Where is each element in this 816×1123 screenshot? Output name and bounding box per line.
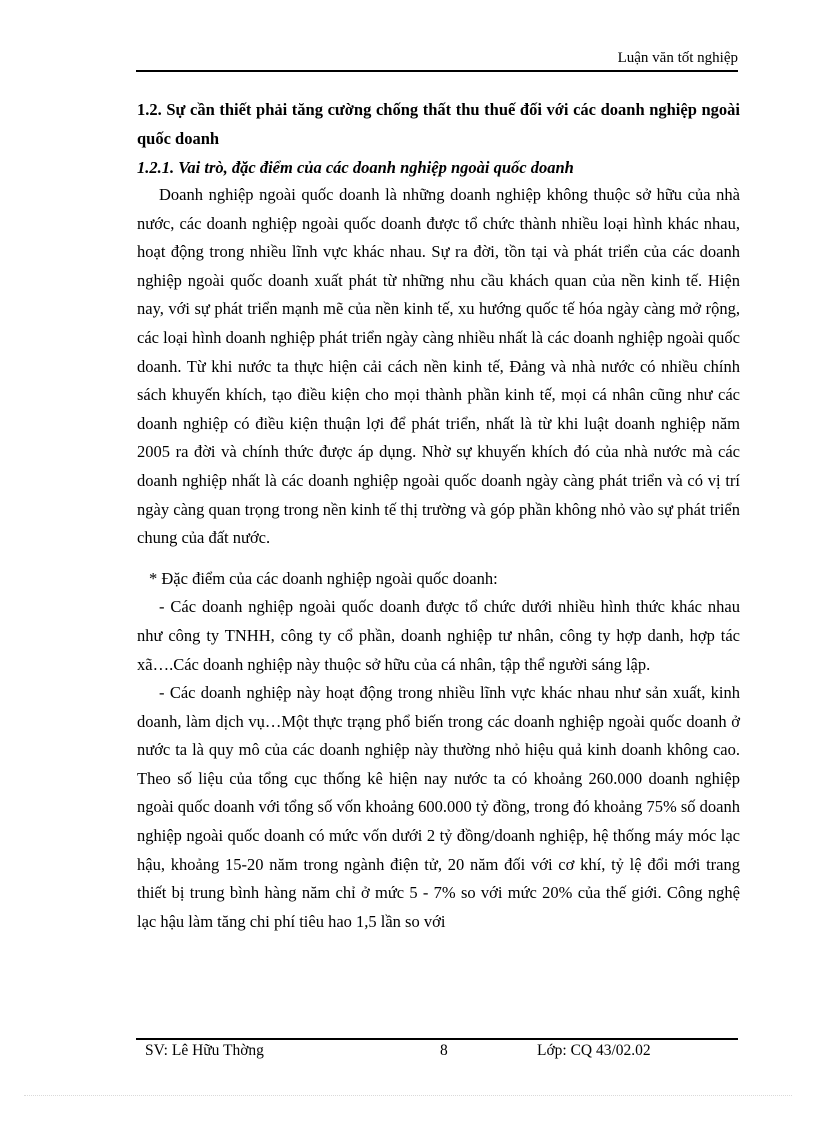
subsection-heading: 1.2.1. Vai trò, đặc điểm của các doanh nghiệp ngoài quốc doanh [137, 158, 574, 177]
paragraph-intro: Doanh nghiệp ngoài quốc doanh là những doanh nghiệp không thuộc sở hữu của nhà nước, các doanh nghiệp ngoài quốc doanh được tổ chức thành nhiều loại hình khác nhau, hoạt động trong nhiều lĩnh vực khác nhau. Sự ra đời, tồn tại và phát triển của các doanh nghiệp ngoài quốc doanh xuất phát từ những nhu cầu khách quan của nền kinh tế. Hiện nay, với sự phát triển mạnh mẽ của nền kinh tế, xu hướng quốc tế hóa ngày càng mở rộng, các loại hình doanh nghiệp phát triển ngày càng nhiều nhất là các doanh nghiệp ngoài quốc doanh. Từ khi nước ta thực hiện cải cách nền kinh tế, Đảng và nhà nước có nhiều chính sách khuyến khích, tạo điều kiện cho mọi thành phần kinh tế, mọi cá nhân cũng như các doanh nghiệp có điều kiện thuận lợi để phát triển, nhất là từ khi luật doanh nghiệp năm 2005 ra đời và chính thức được áp dụng. Nhờ sự khuyến khích đó của nhà nước mà các doanh nghiệp nhất là các doanh nghiệp ngoài quốc doanh ngày càng phát triển và có vị trí ngày càng quan trọng trong nền kinh tế thị trường và góp phần không nhỏ vào sự phát triển chung của đất nước. [137, 185, 740, 548]
paragraph-characteristics-title: * Đặc điểm của các doanh nghiệp ngoài quốc doanh: [149, 568, 498, 588]
running-header: Luận văn tốt nghiệp [617, 50, 738, 66]
page-break-line [24, 1095, 792, 1096]
header-rule [136, 70, 738, 72]
section-heading: 1.2. Sự cần thiết phải tăng cường chống thất thu thuế đối với các doanh nghiệp ngoài quốc doanh [137, 100, 740, 148]
paragraph-organization-forms: - Các doanh nghiệp ngoài quốc doanh được tổ chức dưới nhiều hình thức khác nhau như công ty TNHH, công ty cổ phần, doanh nghiệp tư nhân, công ty hợp danh, hợp tác xã….Các doanh nghiệp này thuộc sở hữu của cá nhân, tập thể người sáng lập. [137, 597, 740, 674]
paragraph-fields-of-activity: - Các doanh nghiệp này hoạt động trong nhiều lĩnh vực khác nhau như sản xuất, kinh doanh, làm dịch vụ…Một thực trạng phổ biến trong các doanh nghiệp ngoài quốc doanh ở nước ta là quy mô của các doanh nghiệp này thường nhỏ hiệu quả kinh doanh không cao. Theo số liệu của tổng cục thống kê hiện nay nước ta có khoảng 260.000 doanh nghiệp ngoài quốc doanh với tổng số vốn khoảng 600.000 tỷ đồng, trong đó khoảng 75% số doanh nghiệp ngoài quốc doanh có mức vốn dưới 2 tỷ đồng/doanh nghiệp, hệ thống máy móc lạc hậu, khoảng 15-20 năm trong ngành điện tử, 20 năm đối với cơ khí, tỷ lệ đổi mới trang thiết bị trung bình hàng năm chỉ ở mức 5 - 7% so với mức 20% của thế giới. Công nghệ lạc hậu làm tăng chi phí tiêu hao 1,5 lần so với [137, 683, 740, 931]
page-body [137, 95, 740, 936]
footer-rule [136, 1038, 738, 1040]
footer-page-number: 8 [440, 1042, 448, 1059]
footer-student: SV: Lê Hữu Thờng [145, 1042, 264, 1059]
footer-class: Lớp: CQ 43/02.02 [537, 1042, 651, 1059]
